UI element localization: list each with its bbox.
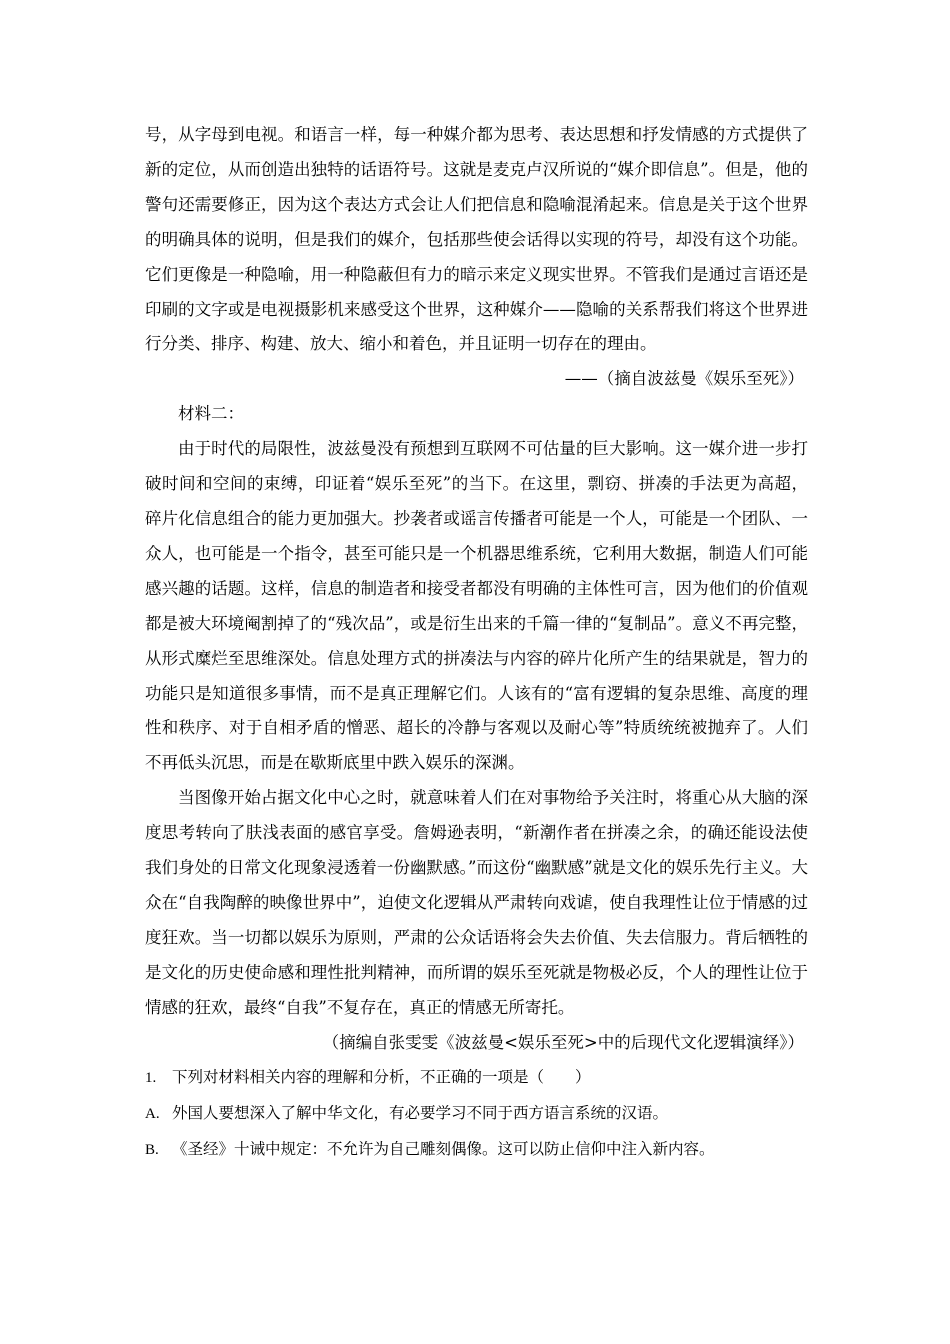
material-one-source: ——（摘自波兹曼《娱乐至死》） — [564, 369, 804, 389]
question-1-number: 1. — [145, 1070, 157, 1087]
material-two-source: （摘编自张雯雯《波兹曼<娱乐至死>中的后现代文化逻辑演绎》） — [322, 1032, 804, 1052]
question-1-stem-line — [145, 1060, 808, 1096]
material-two-label: 材料二： — [178, 404, 244, 424]
material-two-paragraph-1: 由于时代的局限性，波兹曼没有预想到互联网不可估量的巨大影响。这一媒介进一步打破时间和空间的束缚，印证着“娱乐至死”的当下。在这里，剽窃、拼凑的手法更为高超， 碎片化信息组合的能力更加强大。抄袭者或谣言传播者可能是一个人，可能是一个团队、一众人，也可能是一个指令，甚至可能只是一个机器思维系统，它利用大数据，制造人们可能感兴趣的话题。这样，信息的制造者和接受者都没有明确的主体性可言，因为他们的价值观都是被大环境阉割掉了的“残次品”，或是衍生出来的千篇一律的“复制品”。意义不再完整，从形式糜烂至思维深处。信息处理方式的拼凑法与内容的碎片化所产生的结果就是，智力的功能只是知道很多事情，而不是真正理解它们。人该有的“富有逻辑的复杂思维、高度的理性和秩序、对于自相矛盾的憎恶、超长的冷静与客观以及耐心等”特质统统被抛弃了。人们不再低头沉思，而是在歇斯底里中跌入娱乐的深渊。 — [145, 439, 808, 773]
material-one-paragraph: 号，从字母到电视。和语言一样，每一种媒介都为思考、表达思想和抒发情感的方式提供了新的定位，从而创造出独特的话语符号。这就是麦克卢汉所说的“媒介即信息”。但是，他的警句还需要修正，因为这个表达方式会让人们把信息和隐喻混淆起来。信息是关于这个世界的明确具体的说明，但是我们的媒介，包括那些使会话得以实现的符号，却没有这个功能。它们更像是一种隐喻，用一种隐蔽但有力的暗示来定义现实世界。不管我们是通过言语还是印刷的文字或是电视摄影机来感受这个世界，这种媒介——隐喻的关系帮我们将这个世界进行分类、排序、构建、放大、缩小和着色，并且证明一切存在的理由。 — [145, 125, 808, 354]
document-body — [145, 118, 808, 1168]
question-1-option-a — [145, 1096, 808, 1132]
option-b-text: 《圣经》十诫中规定：不允许为自己雕刻偶像。这可以防止信仰中注入新内容。 — [171, 1140, 715, 1159]
option-b-letter: B. — [145, 1142, 159, 1159]
question-1-stem: 下列对材料相关内容的理解和分析，不正确的一项是（ ） — [171, 1068, 591, 1087]
question-1-option-b — [145, 1132, 808, 1168]
option-a-letter: A. — [145, 1106, 160, 1123]
option-a-text: 外国人要想深入了解中华文化，有必要学习不同于西方语言系统的汉语。 — [171, 1104, 668, 1123]
material-two-paragraph-2: 当图像开始占据文化中心之时，就意味着人们在对事物给予关注时，将重心从大脑的深度思考转向了肤浅表面的感官享受。詹姆逊表明，“新潮作者在拼凑之余，的确还能设法使我们身处的日常文化现象浸透着一份幽默感。”而这份“幽默感”就是文化的娱乐先行主义。大众在“自我陶醉的映像世界中”，迫使文化逻辑从严肃转向戏谑，使自我理性让位于情感的过度狂欢。当一切都以娱乐为原则，严肃的公众话语将会失去价值、失去信服力。背后牺牲的是文化的历史使命感和理性批判精神，而所谓的娱乐至死就是物极必反，个人的理性让位于情感的狂欢，最终“自我”不复存在，真正的情感无所寄托。 — [145, 788, 808, 1017]
